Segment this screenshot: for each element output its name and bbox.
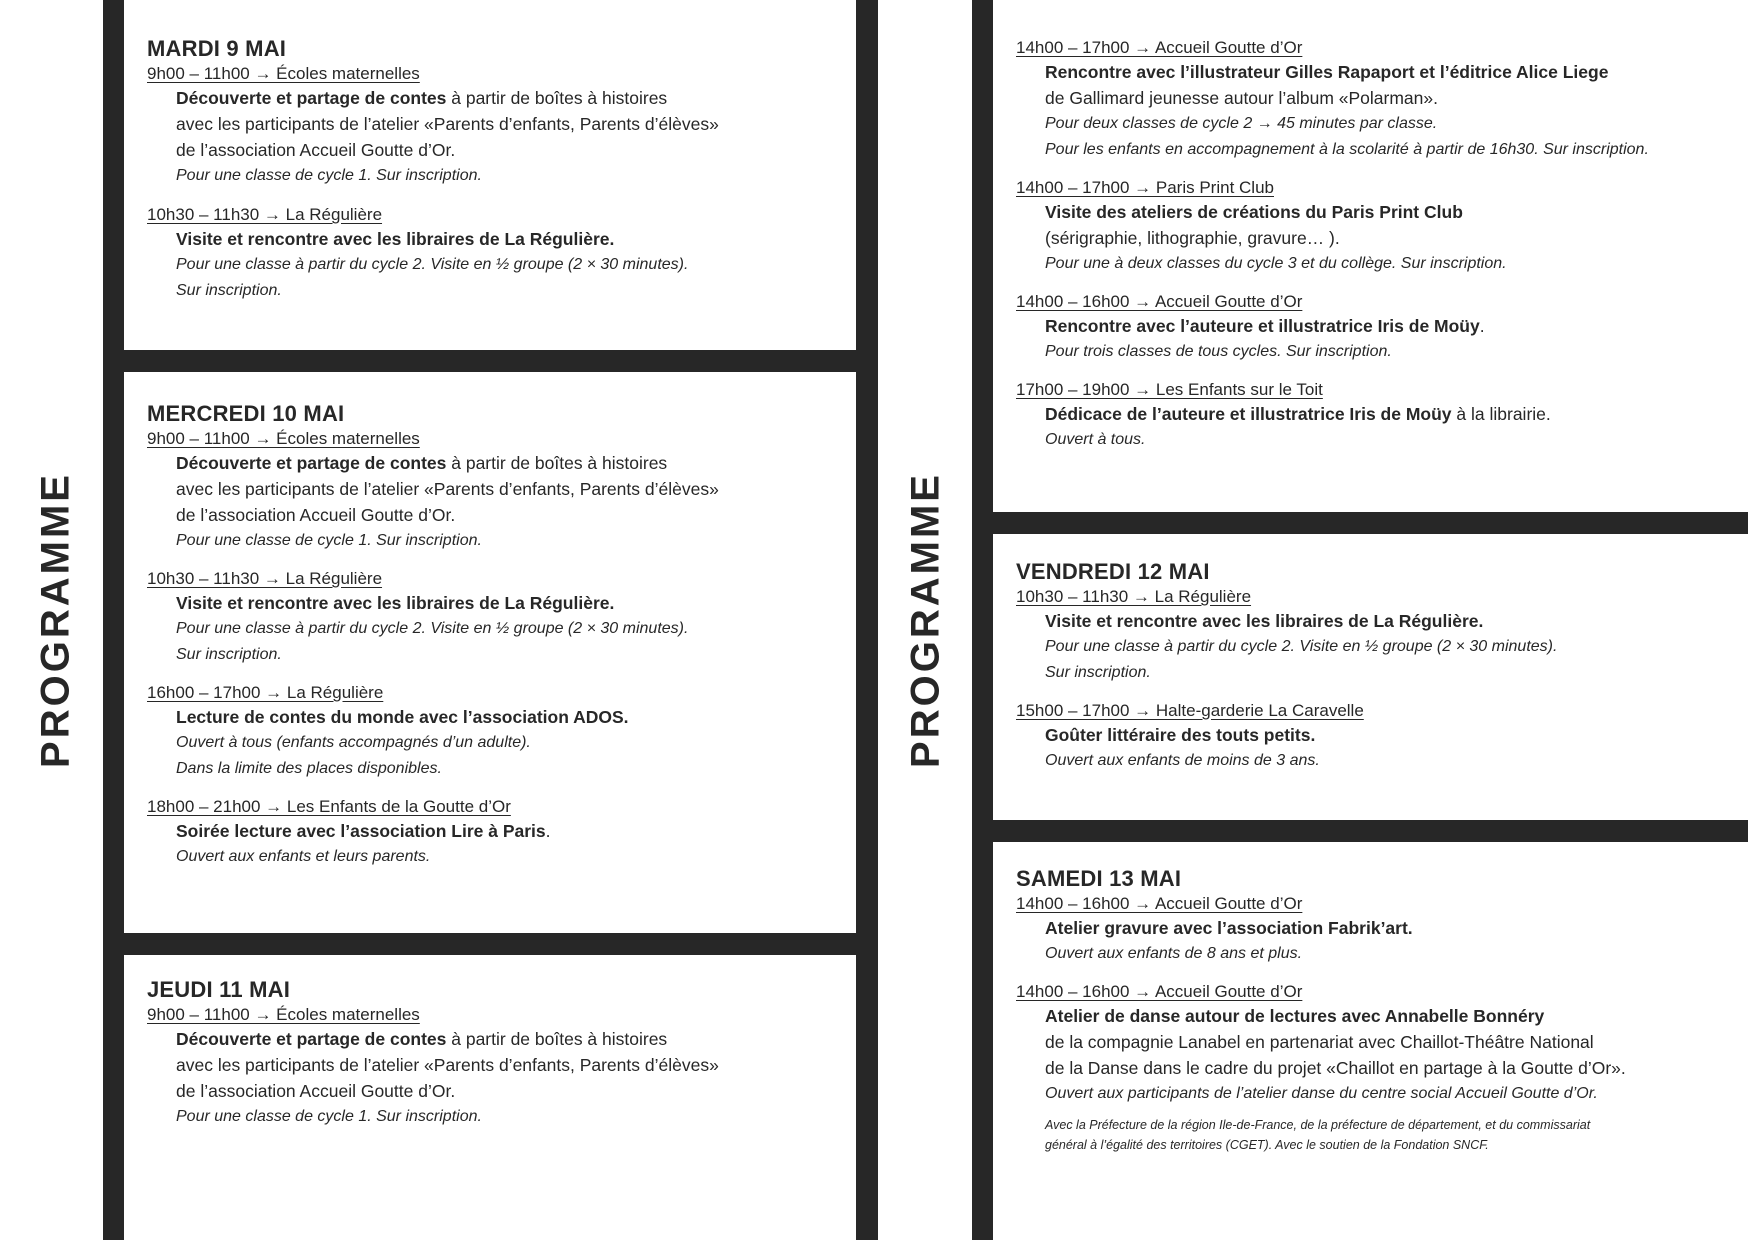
event [147,796,856,870]
day-panel-mercredi [124,372,856,933]
event-note: Pour une à deux classes du cycle 3 et du collège. Sur inscription. [1045,255,1507,272]
event-note: Pour une classe à partir du cycle 2. Visite en ½ groupe (2 × 30 minutes). [176,620,689,637]
credit-line: Avec la Préfecture de la région Ile-de-France, de la préfecture de département, et du commissariat [1045,1118,1591,1132]
event-title: Rencontre avec l’auteure et illustratrice Iris de Moüy [1045,316,1480,336]
event-title: Visite et rencontre avec les libraires de La Régulière. [176,593,615,613]
day-panel-vendredi [993,534,1748,820]
right-divider-1 [972,512,1748,534]
event-description [1016,59,1748,85]
event-description [1016,1003,1748,1029]
event-note: Pour les enfants en accompagnement à la scolarité à partir de 16h30. Sur inscription. [1045,141,1649,158]
programme-label: PROGRAMME [903,472,948,768]
event-note: Sur inscription. [176,282,282,299]
event-title: Rencontre avec l’illustrateur Gilles Rapaport et l’éditrice Alice Liege [1045,62,1609,82]
day-title: SAMEDI 13 MAI [1016,866,1182,891]
event-time: 14h00 – 16h00 → Accueil Goutte d’Or [1016,894,1303,913]
event-time: 14h00 – 17h00 → Paris Print Club [1016,178,1274,197]
event-note: Pour une classe de cycle 1. Sur inscription. [176,167,482,184]
event: 9h00 – 11h00 → Écoles maternelles Découverte et partage de contes à partir de boîtes à histoires avec les participants de l’atelier «Parents d’enfants, Parents d’élèves» de l’association Accueil Goutte d’Or. Pour une classe de cycle 1. Sur inscription. [147,1004,856,1130]
event-note: Ouvert à tous. [1045,431,1146,448]
credits [1016,1115,1748,1155]
event-title: Dédicace de l’auteure et illustratrice Iris de Moüy [1045,404,1452,424]
event-note: Sur inscription. [1045,664,1151,681]
event [1016,291,1748,365]
event-time: 15h00 – 17h00 → Halte-garderie La Caravelle [1016,701,1364,720]
event: 9h00 – 11h00 → Écoles maternelles Découverte et partage de contes à partir de boîtes à histoires avec les participants de l’atelier «Parents d’enfants, Parents d’élèves» de l’association Accueil Goutte d’Or. Pour une classe de cycle 1. Sur inscription. [147,428,856,554]
event-description: Découverte et partage de contes à partir de boîtes à histoires [176,453,668,473]
event [147,568,856,668]
event-description: Découverte et partage de contes à partir de boîtes à histoires [176,88,668,108]
event-note: Ouvert à tous (enfants accompagnés d’un adulte). [176,734,531,751]
event-title: Soirée lecture avec l’association Lire à Paris [176,821,546,841]
event [147,204,856,304]
left-center-bar [856,0,878,1240]
day-panel-samedi [993,842,1748,1240]
event-title: Visite et rencontre avec les libraires de La Régulière. [1045,611,1484,631]
day-panel-mardi [124,0,856,350]
event-note: Ouvert aux enfants et leurs parents. [176,848,431,865]
event-description: Dédicace de l’auteure et illustratrice Iris de Moüy à la librairie. [1045,404,1551,424]
event-description [147,590,856,616]
left-divider-2 [103,933,878,955]
event-note: Dans la limite des places disponibles. [176,760,442,777]
event-time: 9h00 – 11h00 → Écoles maternelles [147,1005,420,1024]
event-note: Sur inscription. [176,646,282,663]
day-title: VENDREDI 12 MAI [1016,559,1210,584]
event-title: Goûter littéraire des touts petits. [1045,725,1316,745]
event-time: 14h00 – 16h00 → Accueil Goutte d’Or [1016,292,1303,311]
day-panel-jeudi-continued [993,0,1748,512]
event-note: Ouvert aux enfants de moins de 3 ans. [1045,752,1320,769]
event-description [1016,199,1748,225]
event-note: Pour deux classes de cycle 2 → 45 minutes par classe. [1045,115,1438,132]
event-time: 14h00 – 17h00 → Accueil Goutte d’Or [1016,38,1303,57]
event [1016,700,1748,774]
event-description: Rencontre avec l’auteure et illustratrice Iris de Moüy. [1045,316,1485,336]
left-frame-bar [103,0,124,1240]
event: 14h00 – 17h00 → Accueil Goutte d’Or Rencontre avec l’illustrateur Gilles Rapaport et l’éditrice Alice Liege de Gallimard jeunesse autour l’album «Polarman». Pour deux classes de cycle 2 → 45 minutes par classe. Pour les enfants en accompagnement à la scolarité à partir de 16h30. Sur inscription. [1016,37,1748,163]
event: 14h00 – 17h00 → Paris Print Club Visite des ateliers de créations du Paris Print Club (sérigraphie, lithographie, gravure… ). Pour une à deux classes du cycle 3 et du collège. Sur inscription. [1016,177,1748,277]
day-title: JEUDI 11 MAI [147,977,291,1002]
event-title: Lecture de contes du monde avec l’association ADOS. [176,707,629,727]
event [1016,379,1748,453]
event-time: 16h00 – 17h00 → La Régulière [147,683,384,702]
event-time: 14h00 – 16h00 → Accueil Goutte d’Or [1016,982,1303,1001]
day-panel-jeudi [124,955,856,1240]
credit-line: général à l’égalité des territoires (CGET). Avec le soutien de la Fondation SNCF. [1045,1138,1489,1152]
event-note: Ouvert aux participants de l’atelier danse du centre social Accueil Goutte d’Or. [1045,1085,1598,1102]
event-description [1016,608,1748,634]
event-time: 9h00 – 11h00 → Écoles maternelles [147,64,420,83]
event-description [1016,915,1748,941]
day-title: MERCREDI 10 MAI [147,401,345,426]
right-divider-2 [972,820,1748,842]
event-description: Découverte et partage de contes à partir de boîtes à histoires [176,1029,668,1049]
event-title: Découverte et partage de contes [176,1029,447,1049]
event [1016,586,1748,686]
event-time: 10h30 – 11h30 → La Régulière [147,205,383,224]
event-note: Pour une classe à partir du cycle 2. Visite en ½ groupe (2 × 30 minutes). [176,256,689,273]
event [147,682,856,782]
left-divider-1 [103,350,878,372]
event-time: 9h00 – 11h00 → Écoles maternelles [147,429,420,448]
event-note: Pour une classe à partir du cycle 2. Visite en ½ groupe (2 × 30 minutes). [1045,638,1558,655]
event-title: Visite et rencontre avec les libraires de La Régulière. [176,229,615,249]
event [1016,893,1748,967]
event: 14h00 – 16h00 → Accueil Goutte d’Or Atelier de danse autour de lectures avec Annabelle Bonnéry de la compagnie Lanabel en partenariat avec Chaillot-Théâtre National de la Danse dans le cadre du projet «Chaillot en partage à la Goutte d’Or». Ouvert aux participants de l’atelier danse du centre social Accueil Goutte d’Or. [1016,981,1748,1107]
event-title: Visite des ateliers de créations du Paris Print Club [1045,202,1463,222]
event-note: Pour une classe de cycle 1. Sur inscription. [176,1108,482,1125]
event-description: Soirée lecture avec l’association Lire à Paris. [176,821,551,841]
event-title: Découverte et partage de contes [176,453,447,473]
event-note: Ouvert aux enfants de 8 ans et plus. [1045,945,1303,962]
programme-label: PROGRAMME [33,472,78,768]
event: 9h00 – 11h00 → Écoles maternelles Découverte et partage de contes à partir de boîtes à histoires avec les participants de l’atelier «Parents d’enfants, Parents d’élèves» de l’association Accueil Goutte d’Or. Pour une classe de cycle 1. Sur inscription. [147,63,856,189]
event-description [1016,722,1748,748]
event-description [147,226,856,252]
event-time: 18h00 – 21h00 → Les Enfants de la Goutte d’Or [147,797,511,816]
event-description [147,704,856,730]
event-time: 17h00 – 19h00 → Les Enfants sur le Toit [1016,380,1323,399]
event-title: Atelier gravure avec l’association Fabrik’art. [1045,918,1413,938]
right-frame-bar [972,0,993,1240]
event-time: 10h30 – 11h30 → La Régulière [147,569,383,588]
event-note: Pour une classe de cycle 1. Sur inscription. [176,532,482,549]
event-title: Atelier de danse autour de lectures avec Annabelle Bonnéry [1045,1006,1545,1026]
event-note: Pour trois classes de tous cycles. Sur inscription. [1045,343,1392,360]
event-time: 10h30 – 11h30 → La Régulière [1016,587,1252,606]
event-title: Découverte et partage de contes [176,88,447,108]
day-title: MARDI 9 MAI [147,36,287,61]
